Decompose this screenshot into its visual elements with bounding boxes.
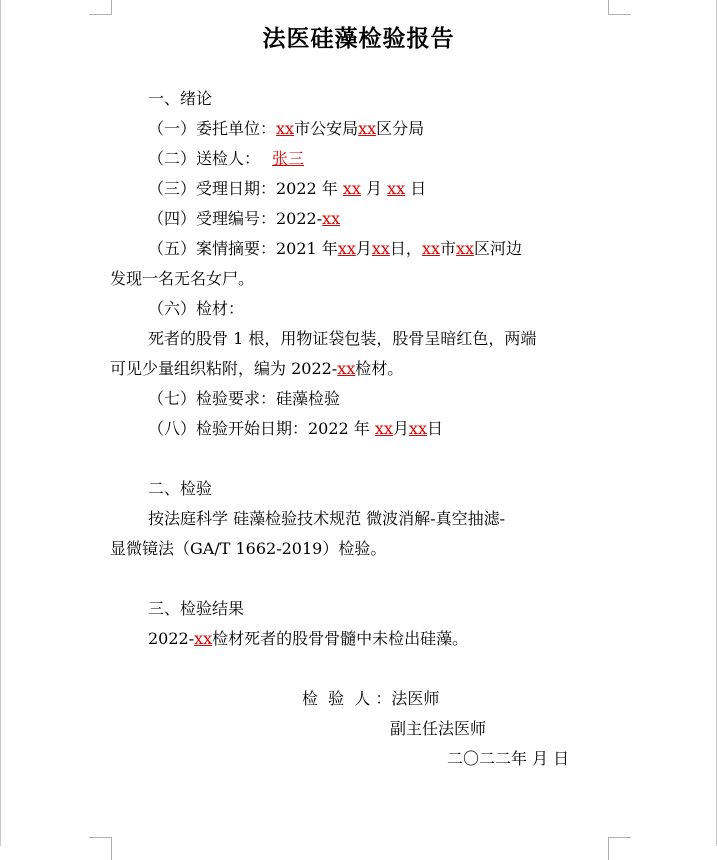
section-2-heading: 二、检验	[148, 479, 213, 498]
sender-line: （二）送检人： 张三	[148, 149, 305, 168]
section-1-heading: 一、绪论	[148, 89, 213, 108]
client-line: （一）委托单位：xx市公安局xx区分局	[148, 119, 425, 138]
accept-date-line: （三）受理日期：2022 年 xx 月 xx 日	[148, 179, 427, 198]
start-date-line: （八）检验开始日期：2022 年 xx月xx日	[148, 419, 444, 438]
margin-mark-top-left	[89, 0, 112, 15]
accept-number-line: （四）受理编号：2022-xx	[148, 209, 341, 228]
summary-line-2: 发现一名无名女尸。	[110, 269, 255, 288]
material-heading: （六）检材：	[148, 299, 245, 318]
margin-mark-top-right	[608, 0, 631, 15]
requirement-line: （七）检验要求：硅藻检验	[148, 389, 341, 408]
material-line-1: 死者的股骨 1 根，用物证袋包装，股骨呈暗红色，两端	[148, 329, 537, 348]
margin-mark-bottom-right	[608, 837, 631, 860]
section-3-heading: 三、检验结果	[148, 599, 245, 618]
method-line-1: 按法庭科学 硅藻检验技术规范 微波消解-真空抽滤-	[148, 509, 505, 528]
summary-line-1: （五）案情摘要：2021 年xx月xx日，xx市xx区河边	[148, 239, 523, 258]
material-line-2: 可见少量组织粘附，编为 2022-xx检材。	[110, 359, 404, 378]
inspector-line: 检 验 人 ：法医师	[302, 689, 440, 708]
inspector-rank: 副主任法医师	[390, 719, 487, 738]
margin-mark-bottom-left	[89, 837, 112, 860]
report-title: 法医硅藻检验报告	[262, 25, 455, 52]
report-date: 二〇二二年 月 日	[447, 749, 570, 768]
method-line-2: 显微镜法（GA/T 1662-2019）检验。	[110, 539, 387, 558]
result-line: 2022-xx检材死者的股骨骨髓中未检出硅藻。	[148, 629, 469, 648]
page-edge-left	[0, 0, 1, 846]
